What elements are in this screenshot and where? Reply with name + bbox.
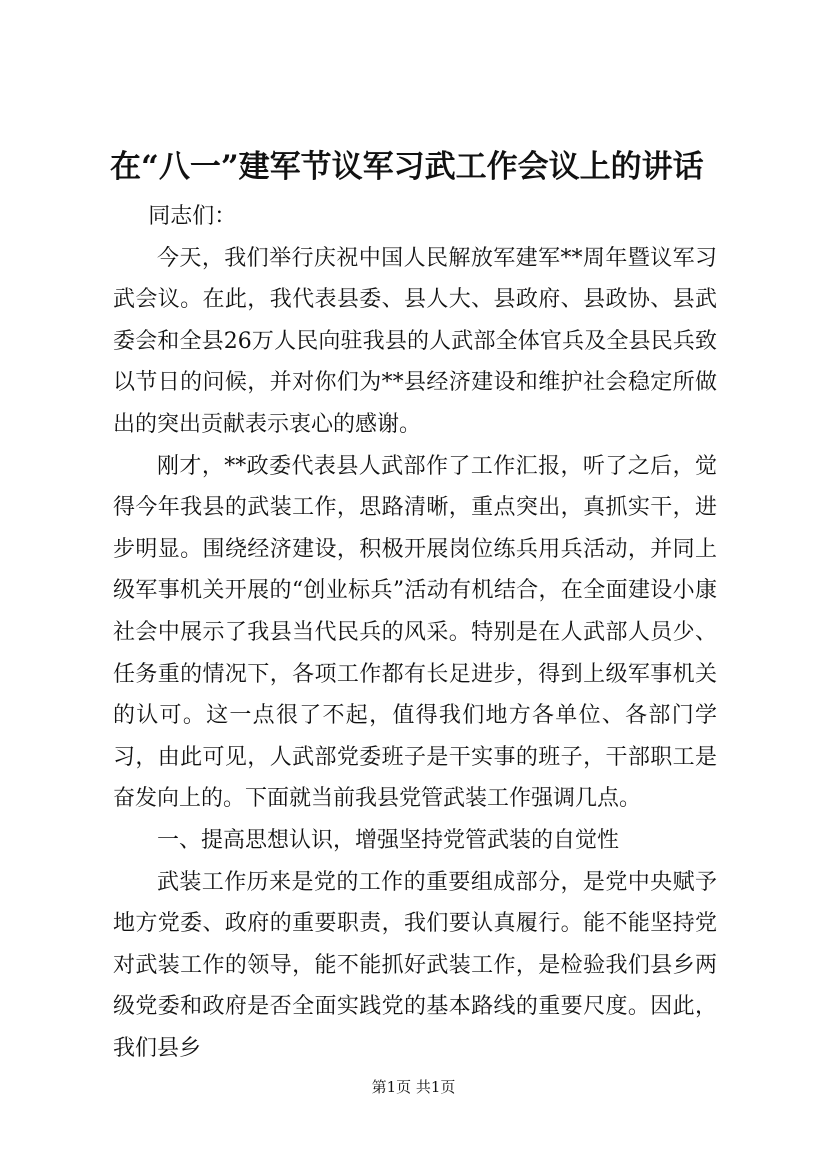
page-footer: 第1页 共1页 [371,1078,456,1096]
body-paragraph-1: 今天，我们举行庆祝中国人民解放军建军**周年暨议军习武会议。在此，我代表县委、县人大、县政府、县政协、县武委会和全县26万人民向驻我县的人武部全体官兵及全县民兵致以节日的问候，并对你们为**县经济建设和维护社会稳定所做出的突出贡献表示衷心的感谢。 [113,245,717,437]
document-body [113,196,717,1069]
document-title: 在“八一”建军节议军习武工作会议上的讲话 [110,149,704,185]
body-paragraph-2: 刚才，**政委代表县人武部作了工作汇报，听了之后，觉得今年我县的武装工作，思路清晰，重点突出，真抓实干，进步明显。围绕经济建设，积极开展岗位练兵用兵活动，并同上级军事机关开展的“创业标兵”活动有机结合，在全面建设小康社会中展示了我县当代民兵的风采。特别是在人武部人员少、任务重的情况下，各项工作都有长足进步，得到上级军事机关的认可。这一点很了不起，值得我们地方各单位、各部门学习，由此可见，人武部党委班子是干实事的班子，干部职工是奋发向上的。下面就当前我县党管武装工作强调几点。 [113,453,717,812]
body-paragraph-3: 武装工作历来是党的工作的重要组成部分，是党中央赋予地方党委、政府的重要职责，我们要认真履行。能不能坚持党对武装工作的领导，能不能抓好武装工作，是检验我们县乡两级党委和政府是否全面实践党的基本路线的重要尺度。因此，我们县乡 [113,869,717,1061]
section-heading-1: 一、提高思想认识，增强坚持党管武装的自觉性 [157,827,620,853]
salutation-paragraph: 同志们： [148,204,237,229]
